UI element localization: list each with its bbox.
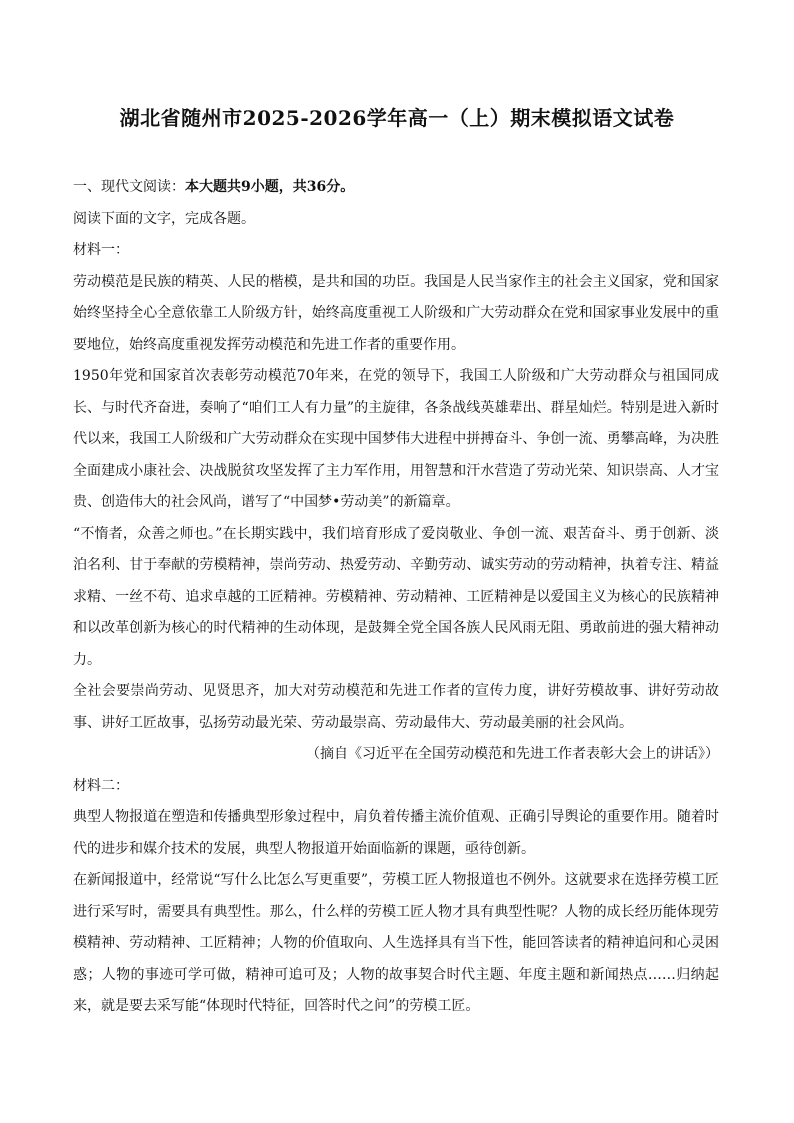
material-1-paragraph: 劳动模范是民族的精英、人民的楷模，是共和国的功臣。我国是人民当家作主的社会主义国家，党和国家始终坚持全心全意依靠工人阶级方针，始终高度重视工人阶级和广大劳动群众在党和国家事业发展中的重要地位，始终高度重视发挥劳动模范和先进工作者的重要作用。 xyxy=(73,273,719,353)
material-1-paragraph: 1950年党和国家首次表彰劳动模范70年来，在党的领导下，我国工人阶级和广大劳动群众与祖国同成长、与时代齐奋进，奏响了“咱们工人有力量”的主旋律，各条战线英雄辈出、群星灿烂。特别是进入新时代以来，我国工人阶级和广大劳动群众在实现中国梦伟大进程中拼搏奋斗、争创一流、勇攀高峰，为决胜全面建成小康社会、决战脱贫攻坚发挥了主力军作用，用智慧和汗水营造了劳动光荣、知识崇高、人才宝贵、创造伟大的社会风尚，谱写了“中国梦•劳动美”的新篇章。 xyxy=(73,368,719,510)
material-2-paragraph: 典型人物报道在塑造和传播典型形象过程中，肩负着传播主流价值观、正确引导舆论的重要作用。随着时代的进步和媒介技术的发展，典型人物报道开始面临新的课题，亟待创新。 xyxy=(73,809,719,857)
page-title: 湖北省随州市2025-2026学年高一（上）期末模拟语文试卷 xyxy=(119,106,675,130)
material-1-label: 材料一： xyxy=(73,242,129,258)
reading-instruction: 阅读下面的文字，完成各题。 xyxy=(73,210,255,227)
document-body xyxy=(73,172,719,1023)
section-heading xyxy=(73,172,719,204)
material-1-source: （摘自《习近平在全国劳动模范和先进工作者表彰大会上的讲话》） xyxy=(306,746,719,762)
material-1-paragraph: 全社会要崇尚劳动、见贤思齐，加大对劳动模范和先进工作者的宣传力度，讲好劳模故事、讲好劳动故事、讲好工匠故事，弘扬劳动最光荣、劳动最崇高、劳动最伟大、劳动最美丽的社会风尚。 xyxy=(73,683,719,731)
section-prefix: 一、现代文阅读： xyxy=(73,179,185,195)
material-2-label: 材料二： xyxy=(73,777,129,794)
section-detail: 本大题共9小题，共36分。 xyxy=(185,179,355,195)
material-2-paragraph: 在新闻报道中，经常说“写什么比怎么写更重要”，劳模工匠人物报道也不例外。这就要求在选择劳模工匠进行采写时，需要具有典型性。那么，什么样的劳模工匠人物才具有典型性呢？人物的成长经历能体现劳模精神、劳动精神、工匠精神；人物的价值取向、人生选择具有当下性，能回答读者的精神追问和心灵困惑；人物的事迹可学可做，精神可追可及；人物的故事契合时代主题、年度主题和新闻热点……归纳起来，就是要去采写能“体现时代特征，回答时代之问”的劳模工匠。 xyxy=(73,872,719,1014)
material-1-paragraph: “不惰者，众善之师也。”在长期实践中，我们培育形成了爱岗敬业、争创一流、艰苦奋斗、勇于创新、淡泊名利、甘于奉献的劳模精神，崇尚劳动、热爱劳动、辛勤劳动、诚实劳动的劳动精神，执着专注、精益求精、一丝不苟、追求卓越的工匠精神。劳模精神、劳动精神、工匠精神是以爱国主义为核心的民族精神和以改革创新为核心的时代精神的生动体现，是鼓舞全党全国各族人民风雨无阻、勇敢前进的强大精神动力。 xyxy=(73,525,719,668)
